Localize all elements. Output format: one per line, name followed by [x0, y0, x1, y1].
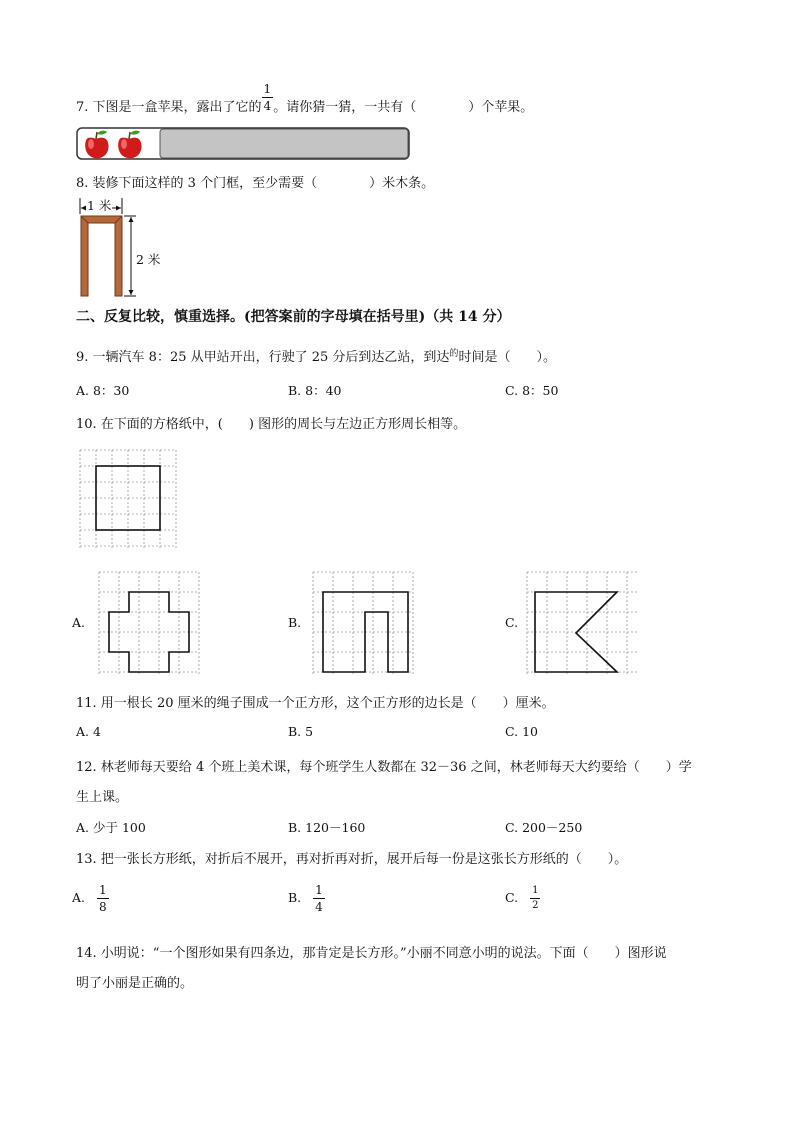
question-12-line-1: 12. 林老师每天要给 4 个班上美术课，每个班学生人数都在 32－36 之间，林老师每天大约要给（ ）学 — [76, 760, 692, 775]
door-width-label: 1 米 — [87, 198, 112, 213]
q13-option-a[interactable] — [72, 884, 109, 913]
q10-option-c-label[interactable]: C. — [505, 615, 519, 630]
fraction-one-eighth: $\frac{1}{8}$ — [99, 883, 107, 914]
q12-option-a[interactable]: A. 少于 100 — [76, 820, 146, 835]
reference-square-grid — [78, 448, 178, 550]
option-c-shape[interactable] — [526, 571, 640, 677]
q13-option-a-label: A. — [72, 890, 86, 905]
question-8-text: 8. 装修下面这样的 3 个门框，至少需要（ ）米木条。 — [76, 176, 435, 191]
apple-box — [76, 126, 410, 162]
q9-option-b[interactable]: B. 8：40 — [288, 383, 342, 398]
fraction-one-quarter: $\frac{1}{4}$ — [263, 82, 272, 113]
q11-option-c[interactable]: C. 10 — [505, 724, 538, 739]
q12-option-c[interactable]: C. 200－250 — [505, 820, 583, 835]
q13-option-b-label: B. — [288, 890, 302, 905]
question-9-small-char: 的 — [449, 349, 459, 359]
q11-option-a[interactable]: A. 4 — [76, 724, 101, 739]
question-9-text-a: 9. 一辆汽车 8：25 从甲站开出，行驶了 25 分后到达乙站，到达 — [76, 350, 450, 365]
q13-option-c[interactable] — [505, 886, 540, 911]
question-9 — [76, 346, 556, 365]
door-height-label: 2 米 — [136, 252, 161, 267]
section-2-heading: 二、反复比较，慎重选择。(把答案前的字母填在括号里)（共 14 分） — [76, 309, 511, 325]
question-13-text: 13. 把一张长方形纸，对折后不展开，再对折再对折，展开后每一份是这张长方形纸的（ ）。 — [76, 852, 628, 867]
q12-option-b[interactable]: B. 120－160 — [288, 820, 366, 835]
question-11-text: 11. 用一根长 20 厘米的绳子围成一个正方形，这个正方形的边长是（ ）厘米。 — [76, 696, 555, 711]
question-14-line-1: 14. 小明说：“一个图形如果有四条边，那肯定是长方形。”小丽不同意小明的说法。下面（ ）图形说 — [76, 946, 667, 961]
q11-option-b[interactable]: B. 5 — [288, 724, 314, 739]
q10-option-b-label[interactable]: B. — [288, 615, 302, 630]
question-7-text-after: 。请你猜一猜，一共有（ ）个苹果。 — [273, 100, 534, 115]
option-a-cross-shape[interactable] — [98, 571, 202, 677]
q9-option-c[interactable]: C. 8：50 — [505, 383, 559, 398]
question-9-text-b: 时间是（ ）。 — [458, 350, 556, 365]
question-7-text-before: 7. 下图是一盒苹果，露出了它的 — [76, 100, 262, 115]
fraction-one-half: $\frac{1}{2}$ — [532, 885, 539, 911]
q9-option-a[interactable]: A. 8：30 — [76, 383, 130, 398]
q13-option-c-label: C. — [505, 890, 519, 905]
question-12-line-2: 生上课。 — [76, 790, 129, 805]
q10-option-a-label[interactable]: A. — [72, 615, 86, 630]
question-7 — [76, 82, 534, 122]
fraction-one-quarter: $\frac{1}{4}$ — [315, 883, 323, 914]
option-b-shape[interactable] — [312, 571, 424, 677]
question-14-line-2: 明了小丽是正确的。 — [76, 976, 194, 991]
question-10-text: 10. 在下面的方格纸中，( ) 图形的周长与左边正方形周长相等。 — [76, 417, 467, 432]
q13-option-b[interactable] — [288, 884, 325, 913]
